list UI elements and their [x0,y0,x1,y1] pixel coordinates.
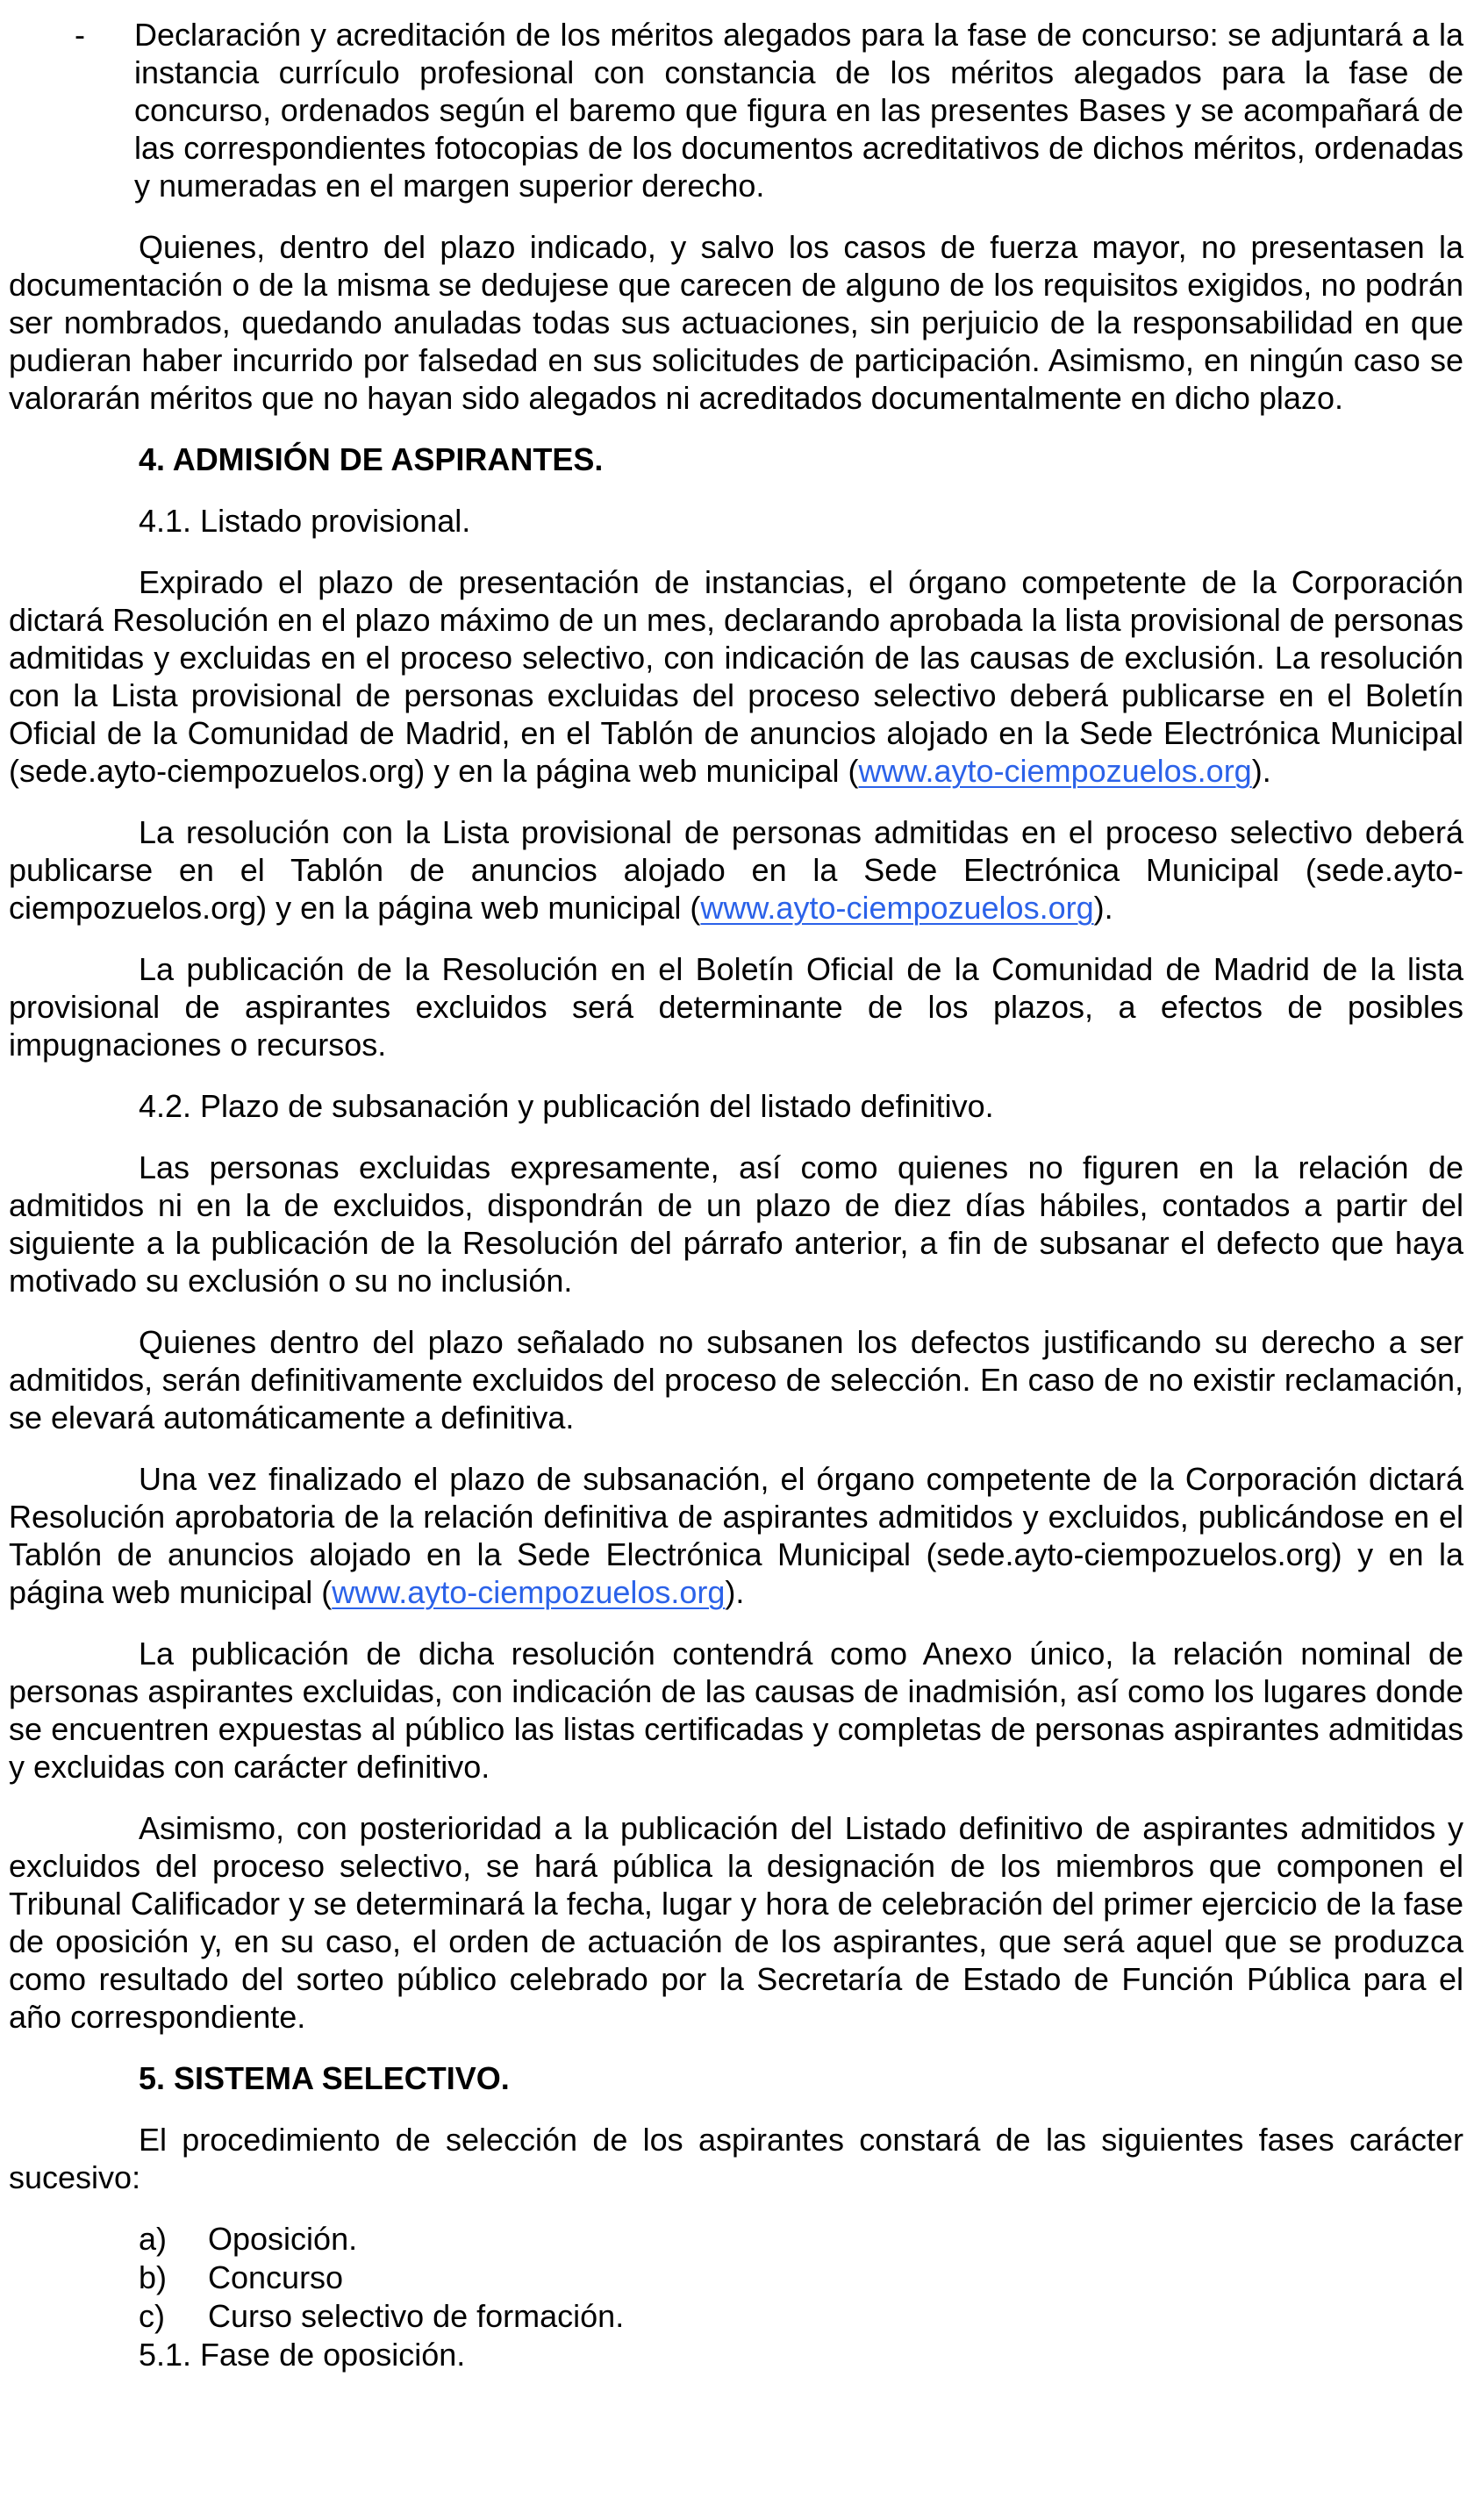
list-marker: a) [139,2221,168,2257]
document-content [9,16,1463,2373]
text-run: La publicación de dicha resolución contendrá como Anexo único, la relación nominal de personas aspirantes excluidas, con indicación de las causas de inadmisión, así como los lugares donde se encuentren expuestas al público las listas certificadas y completas de personas aspirantes admitidas y excluidas con carácter definitivo. [9,1636,1463,1785]
heading-5-sistema-selectivo [9,2059,1463,2097]
paragraph-procedimiento-seleccion [9,2121,1463,2196]
paragraph-quienes-no-subsanen [9,1323,1463,1436]
subheading-4-2-plazo-subsanacion [9,1087,1463,1125]
text-run: La publicación de la Resolución en el Boletín Oficial de la Comunidad de Madrid de la lista provisional de aspirantes excluidos será determinante de los plazos, a efectos de posibles impugnaciones o recursos. [9,951,1463,1063]
text-run: 4. ADMISIÓN DE ASPIRANTES. [139,441,604,477]
text-run: Asimismo, con posterioridad a la publicación del Listado definitivo de aspirantes admitidos y excluidos del proceso selectivo, se hará pública la designación de los miembros que componen el Tribunal Calificador y se determinará la fecha, lugar y hora de celebración del primer ejercicio de la fase de oposición y, en su caso, el orden de actuación de los aspirantes, que será aquel que se produzca como resultado del sorteo público celebrado por la Secretaría de Estado de Función Pública para el año correspondiente. [9,1810,1463,2035]
list-marker: c) [139,2298,165,2334]
text-run: ). [725,1574,745,1610]
list-marker: b) [139,2259,168,2295]
text-run: Curso selectivo de formación. [208,2298,625,2334]
text-run: La resolución con la Lista provisional de personas admitidas en el proceso selectivo deberá publicarse en el Tablón de anuncios alojado en la Sede Electrónica Municipal (sede.ayto-ciempozuelos.org) y en la página web municipal ( [9,814,1463,926]
list-item-c-curso-selectivo [9,2297,1463,2335]
text-run: Concurso [208,2259,344,2295]
paragraph-publicacion-anexo-unico [9,1635,1463,1786]
text-run: 4.1. Listado provisional. [139,503,471,539]
text-run: Una vez finalizado el plazo de subsanación, el órgano competente de la Corporación dictará Resolución aprobatoria de la relación definitiva de aspirantes admitidos y excluidos, publicándose en el Tablón de anuncios alojado en la Sede Electrónica Municipal (sede.ayto-ciempozuelos.org) y en la página web municipal ( [9,1461,1463,1610]
text-run: 4.2. Plazo de subsanación y publicación del listado definitivo. [139,1088,994,1124]
link-www-ayto-ciempozuelos-org[interactable]: www.ayto-ciempozuelos.org [858,753,1252,789]
list-item-a-oposicion [9,2220,1463,2258]
link-www-ayto-ciempozuelos-org[interactable]: www.ayto-ciempozuelos.org [332,1574,726,1610]
text-run: ). [1251,753,1271,789]
paragraph-quienes-plazo-indicado [9,228,1463,417]
heading-4-admision-de-aspirantes [9,440,1463,478]
text-run: Quienes dentro del plazo señalado no subsanen los defectos justificando su derecho a ser admitidos, serán definitivamente excluidos del proceso de selección. En caso de no existir reclamación, se elevará automáticamente a definitiva. [9,1324,1463,1435]
text-run: Oposición. [208,2221,358,2257]
bullet-paragraph-declaracion-meritos [9,16,1463,204]
paragraph-personas-excluidas-expresamente [9,1149,1463,1299]
paragraph-finalizado-plazo-subsanacion [9,1460,1463,1611]
text-run: El procedimiento de selección de los aspirantes constará de las siguientes fases carácter sucesivo: [9,2122,1463,2195]
paragraph-resolucion-lista-admitidas [9,813,1463,927]
paragraph-publicacion-resolucion-bocm [9,950,1463,1063]
list-item-b-concurso [9,2259,1463,2296]
paragraph-asimismo-tribunal-calificador [9,1809,1463,2036]
text-run: Quienes, dentro del plazo indicado, y salvo los casos de fuerza mayor, no presentasen la documentación o de la misma se dedujese que carecen de alguno de los requisitos exigidos, no podrán ser nombrados, quedando anuladas todas sus actuaciones, sin perjuicio de la responsabilidad en que pudieran haber incurrido por falsedad en sus solicitudes de participación. Asimismo, en ningún caso se valorarán méritos que no hayan sido alegados ni acreditados documentalmente en dicho plazo. [9,229,1463,416]
subheading-5-1-fase-de-oposicion [139,2336,1463,2373]
bullet-marker: - [75,17,85,53]
paragraph-expirado-plazo [9,563,1463,790]
text-run: Expirado el plazo de presentación de instancias, el órgano competente de la Corporación dictará Resolución en el plazo máximo de un mes, declarando aprobada la lista provisional de personas admitidas y excluidas en el proceso selectivo, con indicación de las causas de exclusión. La resolución con la Lista provisional de personas excluidas del proceso selectivo deberá publicarse en el Boletín Oficial de la Comunidad de Madrid, en el Tablón de anuncios alojado en la Sede Electrónica Municipal (sede.ayto-ciempozuelos.org) y en la página web municipal ( [9,564,1463,789]
text-run: ). [1093,890,1113,926]
link-www-ayto-ciempozuelos-org[interactable]: www.ayto-ciempozuelos.org [700,890,1094,926]
subheading-4-1-listado-provisional [9,502,1463,540]
text-run: 5.1. Fase de oposición. [139,2337,466,2373]
text-run: Declaración y acreditación de los méritos alegados para la fase de concurso: se adjuntará a la instancia currículo profesional con constancia de los méritos alegados para la fase de concurso, ordenados según el baremo que figura en las presentes Bases y se acompañará de las correspondientes fotocopias de los documentos acreditativos de dichos méritos, ordenadas y numeradas en el margen superior derecho. [134,17,1463,204]
text-run: Las personas excluidas expresamente, así como quienes no figuren en la relación de admitidos ni en la de excluidos, dispondrán de un plazo de diez días hábiles, contados a partir del siguiente a la publicación de la Resolución del párrafo anterior, a fin de subsanar el defecto que haya motivado su exclusión o su no inclusión. [9,1149,1463,1299]
text-run: 5. SISTEMA SELECTIVO. [139,2060,510,2096]
